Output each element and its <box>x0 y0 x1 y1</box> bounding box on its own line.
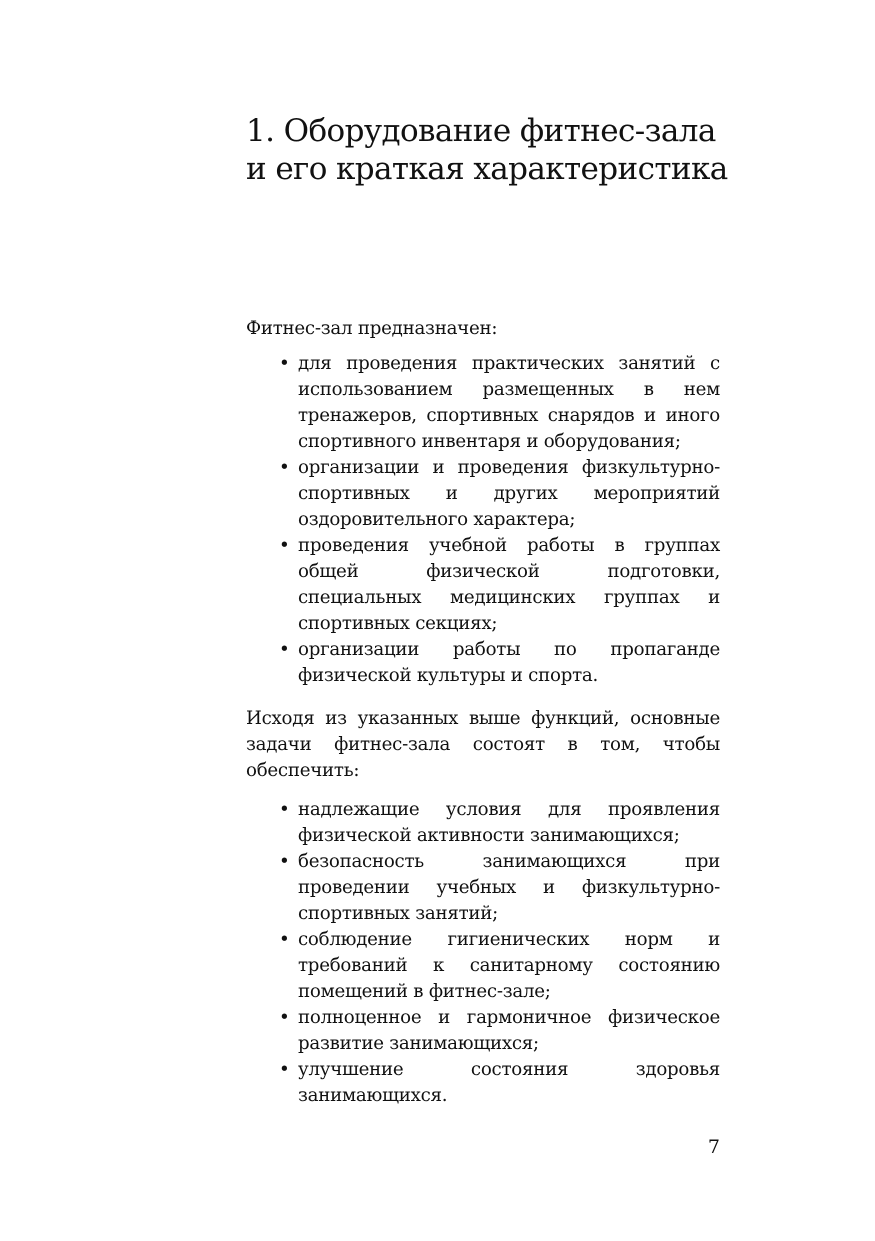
bullet-icon: • <box>279 353 290 374</box>
page-number: 7 <box>707 1136 720 1158</box>
list-item-text: организации и проведения физкультурно-спортивных и других мероприятий оздоровительного характера; <box>298 457 720 530</box>
bullet-icon: • <box>279 639 290 660</box>
list-item <box>246 1057 720 1109</box>
list-item <box>246 797 720 849</box>
list-item-text: безопасность занимающихся при проведении учебных и физкультурно-спортивных занятий; <box>298 851 720 924</box>
bullet-icon: • <box>279 799 290 820</box>
list-item-text: для проведения практических занятий с использованием размещенных в нем тренажеров, спортивных снарядов и иного спортивного инвентаря и оборудования; <box>298 353 720 452</box>
chapter-title <box>246 112 746 188</box>
bullet-icon: • <box>279 851 290 872</box>
bullet-icon: • <box>279 1007 290 1028</box>
list-item <box>246 927 720 1005</box>
list-item-text: надлежащие условия для проявления физической активности занимающихся; <box>298 799 720 846</box>
list-item <box>246 533 720 637</box>
tasks-intro: Исходя из указанных выше функций, основные задачи фитнес-зала состоят в том, чтобы обеспечить: <box>246 708 720 781</box>
tasks-list <box>246 797 720 1109</box>
tasks-section <box>246 706 720 1109</box>
bullet-icon: • <box>279 535 290 556</box>
list-item-text: улучшение состояния здоровья занимающихся. <box>298 1059 720 1106</box>
list-item-text: организации работы по пропаганде физической культуры и спорта. <box>298 639 720 686</box>
bullet-icon: • <box>279 457 290 478</box>
bullet-icon: • <box>279 929 290 950</box>
chapter-title-line-1: 1. Оборудование фитнес-зала <box>246 113 716 149</box>
list-item <box>246 849 720 927</box>
list-item-text: соблюдение гигиенических норм и требований к санитарному состоянию помещений в фитнес-зале; <box>298 929 720 1002</box>
chapter-title-line-2: и его краткая характеристика <box>246 151 728 187</box>
list-item-text: полноценное и гармоничное физическое развитие занимающихся; <box>298 1007 720 1054</box>
list-item <box>246 351 720 455</box>
purposes-section <box>246 316 720 689</box>
list-item-text: проведения учебной работы в группах общей физической подготовки, специальных медицинских группах и спортивных секциях; <box>298 535 720 634</box>
list-item <box>246 455 720 533</box>
purposes-list <box>246 351 720 689</box>
purposes-intro: Фитнес-зал предназначен: <box>246 318 498 339</box>
list-item <box>246 637 720 689</box>
list-item <box>246 1005 720 1057</box>
bullet-icon: • <box>279 1059 290 1080</box>
